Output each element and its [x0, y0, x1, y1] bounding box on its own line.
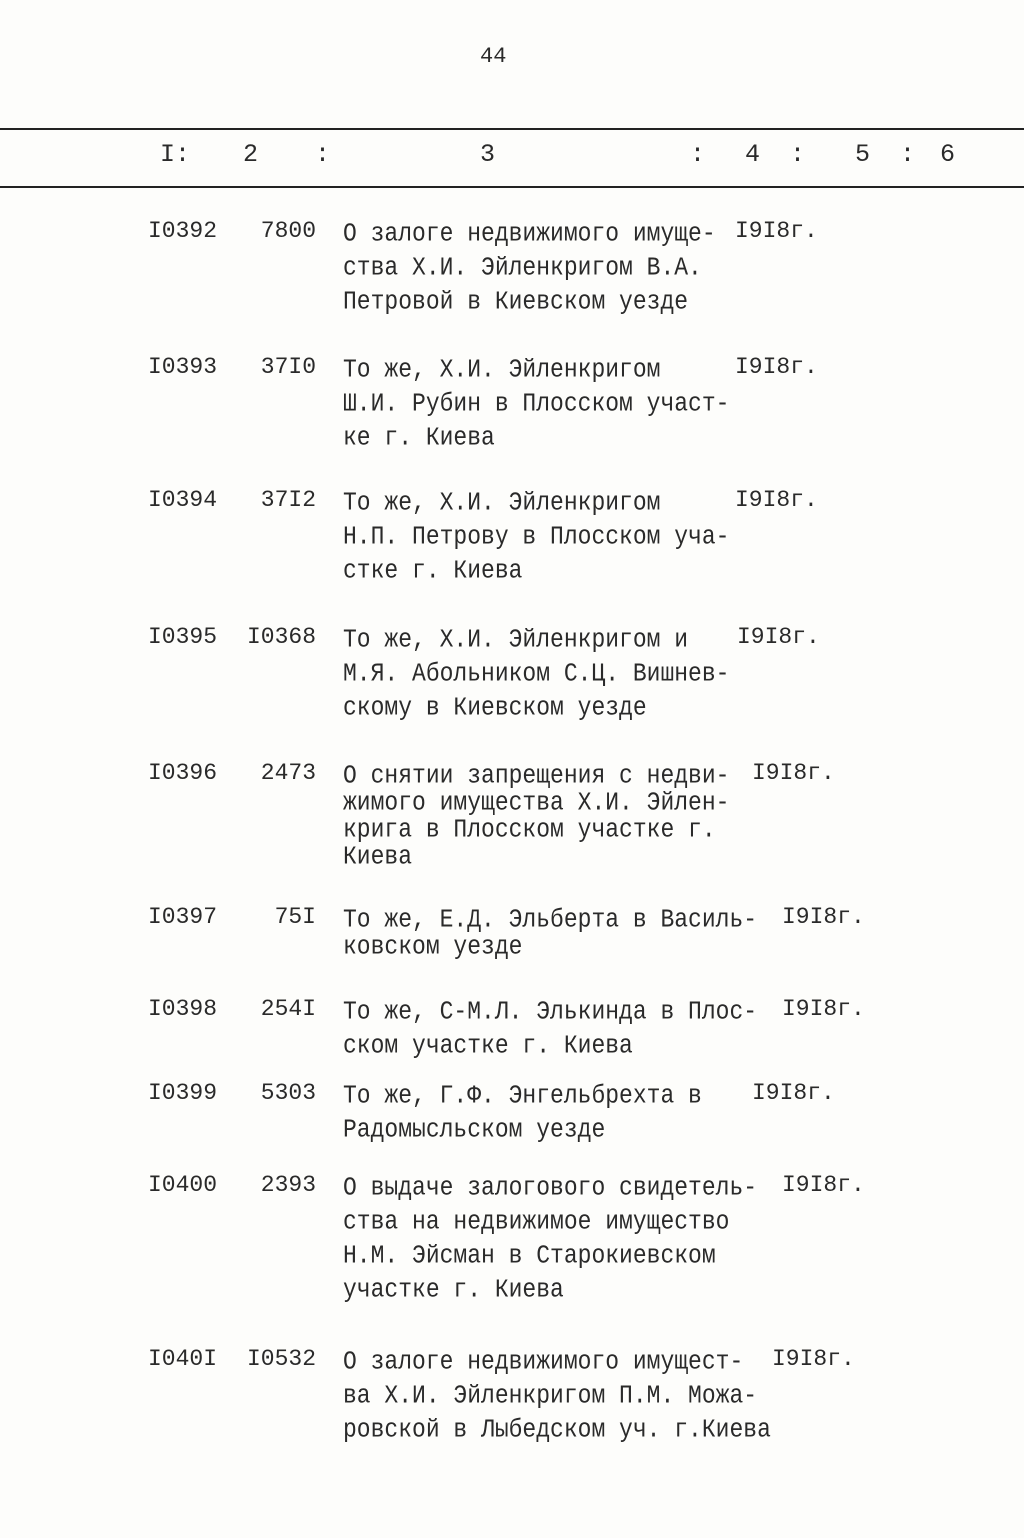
separator: : [900, 140, 916, 169]
item-description [343, 218, 716, 320]
item-number: I0399 [148, 1080, 218, 1106]
col-4-header: 4 [745, 140, 761, 169]
description-line: Н.П. Петрову в Плосском уча- [343, 522, 730, 552]
item-description [343, 996, 757, 1064]
item-description [343, 487, 729, 589]
item-number: I040I [148, 1346, 218, 1372]
description-line: То же, Х.И. Эйленкригом [343, 488, 661, 518]
item-number: I0394 [148, 487, 218, 513]
item-number: I0396 [148, 760, 218, 786]
description-line: О снятии запрещения с недви- [343, 761, 730, 791]
col-1-header: I: [160, 140, 191, 169]
description-line: ва Х.И. Эйленкригом П.М. Можа- [343, 1381, 758, 1411]
description-line: ке г. Киева [343, 423, 495, 453]
item-description [343, 354, 729, 456]
description-line: М.Я. Абольником С.Ц. Вишнев- [343, 659, 730, 689]
item-year: I9I8г. [737, 624, 820, 650]
description-line: Н.М. Эйсман в Старокиевском [343, 1241, 716, 1271]
description-line: ства на недвижимое имущество [343, 1207, 730, 1237]
description-line: крига в Плосском участке г. [343, 815, 716, 845]
item-number: I0392 [148, 218, 218, 244]
item-year: I9I8г. [782, 1172, 865, 1198]
description-line: стке г. Киева [343, 556, 523, 586]
col-2-header: 2 [243, 140, 259, 169]
col-3-header: 3 [480, 140, 496, 169]
description-line: ровской в Лыбедском уч. г.Киева [343, 1415, 771, 1445]
description-line: О залоге недвижимого имуще- [343, 219, 716, 249]
header-bottom-rule [0, 186, 1024, 188]
page-number: 44 [480, 44, 507, 69]
old-number: I0532 [246, 1346, 316, 1372]
item-number: I0400 [148, 1172, 218, 1198]
old-number: 37I2 [260, 487, 316, 513]
description-line: О залоге недвижимого имущест- [343, 1347, 744, 1377]
description-line: скому в Киевском уезде [343, 693, 647, 723]
old-number: 5303 [260, 1080, 316, 1106]
header-top-rule [0, 128, 1024, 130]
description-line: Киева [343, 842, 413, 872]
description-line: То же, Г.Ф. Энгельбрехта в [343, 1081, 702, 1111]
item-number: I0395 [148, 624, 218, 650]
description-line: Радомысльском уезде [343, 1115, 606, 1145]
old-number: 2393 [260, 1172, 316, 1198]
description-line: ства Х.И. Эйленкригом В.А. [343, 253, 702, 283]
old-number: 254I [260, 996, 316, 1022]
item-number: I0398 [148, 996, 218, 1022]
old-number: 37I0 [260, 354, 316, 380]
description-line: То же, С-М.Л. Элькинда в Плос- [343, 997, 758, 1027]
separator: : [315, 140, 331, 169]
item-description [343, 1346, 771, 1448]
item-year: I9I8г. [782, 996, 865, 1022]
description-line: То же, Х.И. Эйленкригом и [343, 625, 689, 655]
item-number: I0393 [148, 354, 218, 380]
item-year: I9I8г. [772, 1346, 855, 1372]
separator: : [690, 140, 706, 169]
old-number: 7800 [260, 218, 316, 244]
item-year: I9I8г. [735, 354, 818, 380]
description-line: Ш.И. Рубин в Плосском участ- [343, 389, 730, 419]
description-line: То же, Е.Д. Эльберта в Василь- [343, 905, 758, 935]
item-description [343, 1172, 757, 1308]
old-number: 75I [274, 904, 316, 930]
description-line: ковском уезде [343, 932, 523, 962]
item-year: I9I8г. [752, 1080, 835, 1106]
item-year: I9I8г. [735, 487, 818, 513]
item-number: I0397 [148, 904, 218, 930]
item-description [343, 1080, 702, 1148]
item-year: I9I8г. [752, 760, 835, 786]
description-line: Петровой в Киевском уезде [343, 287, 689, 317]
description-line: жимого имущества Х.И. Эйлен- [343, 788, 730, 818]
description-line: То же, Х.И. Эйленкригом [343, 355, 661, 385]
item-year: I9I8г. [735, 218, 818, 244]
description-line: участке г. Киева [343, 1275, 564, 1305]
description-line: О выдаче залогового свидетель- [343, 1173, 758, 1203]
col-6-header: 6 [940, 140, 956, 169]
item-description [343, 624, 729, 726]
item-year: I9I8г. [782, 904, 865, 930]
old-number: I0368 [246, 624, 316, 650]
separator: : [790, 140, 806, 169]
description-line: ском участке г. Киева [343, 1031, 633, 1061]
old-number: 2473 [260, 760, 316, 786]
item-description [343, 760, 730, 872]
item-description [343, 904, 758, 962]
col-5-header: 5 [855, 140, 871, 169]
